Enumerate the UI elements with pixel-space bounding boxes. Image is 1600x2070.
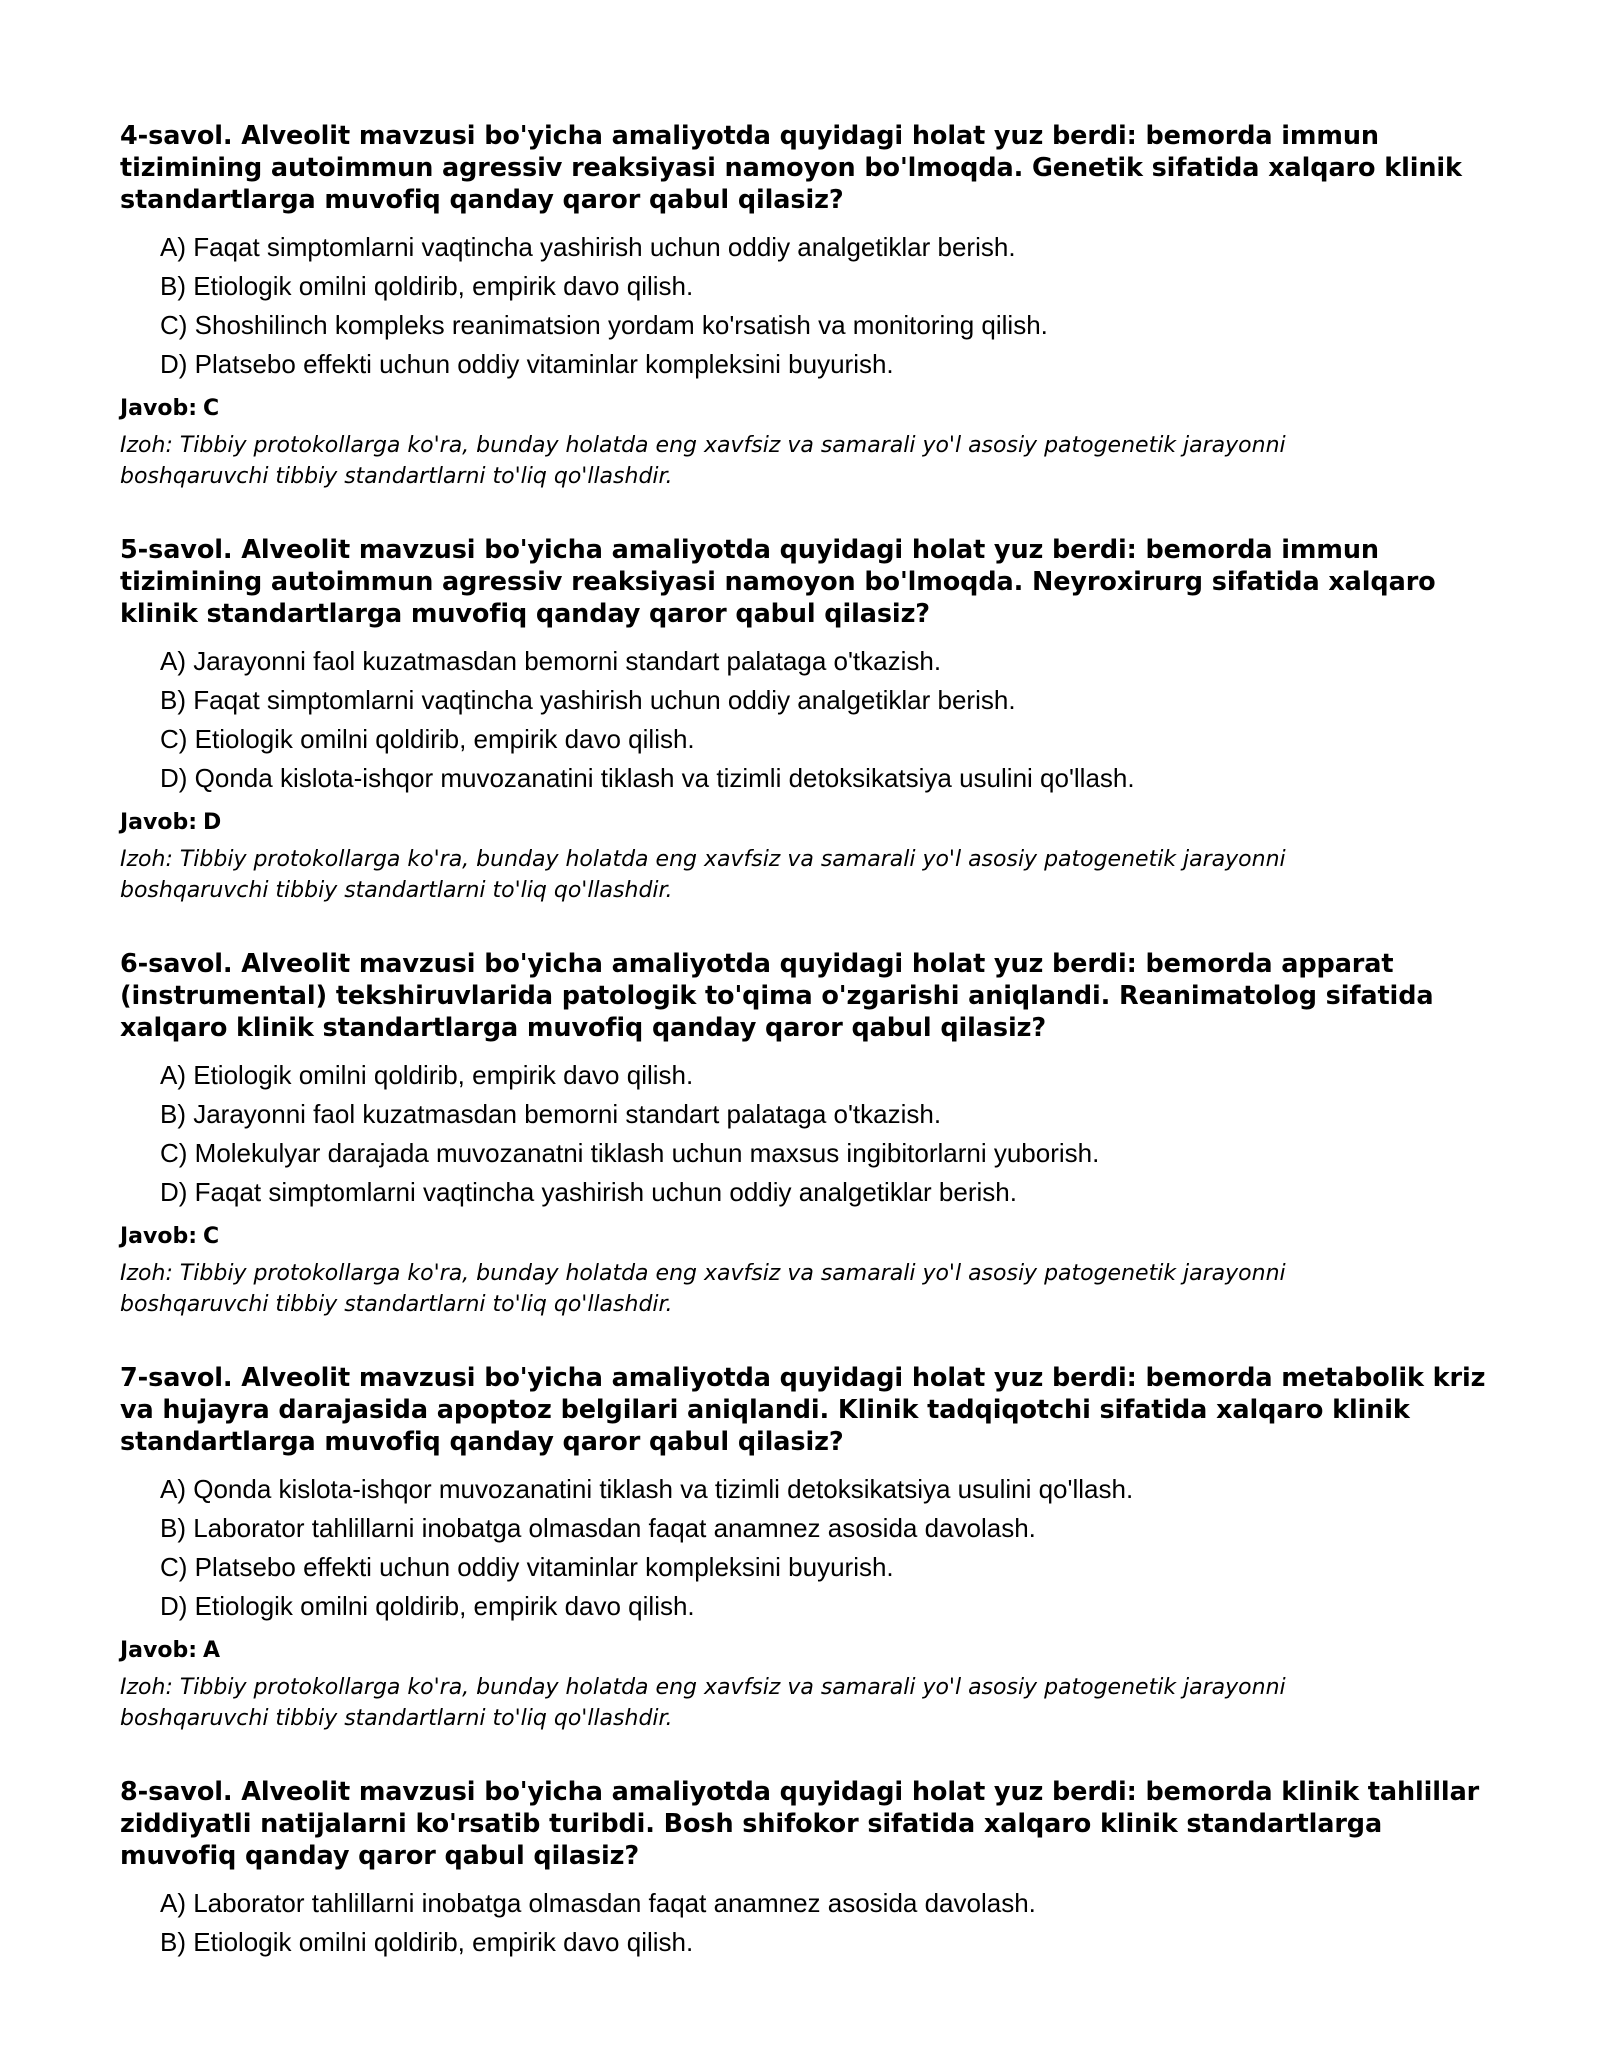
option-c: C) Etiologik omilni qoldirib, empirik davo qilish. <box>160 724 695 754</box>
option-a: A) Laborator tahlillarni inobatga olmasdan faqat anamnez asosida davolash. <box>160 1888 1036 1918</box>
explanation-note: Izoh: Tibbiy protokollarga ko'ra, bunday holatda eng xavfsiz va samarali yo'l asosiy patogenetik jarayonni boshqaruvchi tibbiy standartlarni to'liq qo'llashdir. <box>120 1675 1286 1731</box>
answer-line <box>120 394 1490 424</box>
option-a: A) Etiologik omilni qoldirib, empirik davo qilish. <box>160 1060 694 1090</box>
option-a: A) Faqat simptomlarni vaqtincha yashirish uchun oddiy analgetiklar berish. <box>160 232 1016 262</box>
option-d: D) Platsebo effekti uchun oddiy vitaminlar kompleksini buyurish. <box>160 349 894 379</box>
answer-value: C <box>203 1224 220 1249</box>
options-list <box>120 1884 1490 1962</box>
question-block <box>120 1362 1490 1734</box>
options-list <box>120 642 1490 798</box>
option-d: D) Etiologik omilni qoldirib, empirik davo qilish. <box>160 1591 695 1621</box>
question-text: 8-savol. Alveolit mavzusi bo'yicha amaliyotda quyidagi holat yuz berdi: bemorda klinik tahlillar ziddiyatli natijalarni ko'rsatib turibdi. Bosh shifokor sifatida xalqaro klinik standartlarga muvofiq qanday qaror qabul qilasiz? <box>120 1777 1480 1871</box>
question-text: 4-savol. Alveolit mavzusi bo'yicha amaliyotda quyidagi holat yuz berdi: bemorda immun tizimining autoimmun agressiv reaksiyasi namoyon bo'lmoqda. Genetik sifatida xalqaro klinik standartlarga muvofiq qanday qaror qabul qilasiz? <box>120 121 1462 215</box>
answer-value: A <box>203 1638 221 1663</box>
answer-value: C <box>203 396 220 421</box>
option-d: D) Faqat simptomlarni vaqtincha yashirish uchun oddiy analgetiklar berish. <box>160 1177 1017 1207</box>
options-list <box>120 228 1490 384</box>
document-page <box>120 120 1490 2004</box>
option-d: D) Qonda kislota-ishqor muvozanatini tiklash va tizimli detoksikatsiya usulini qo'llash. <box>160 763 1135 793</box>
answer-label: Javob: <box>120 396 198 421</box>
answer-line <box>120 1636 1490 1666</box>
question-block <box>120 120 1490 492</box>
answer-line <box>120 1222 1490 1252</box>
option-c: C) Molekulyar darajada muvozanatni tiklash uchun maxsus ingibitorlarni yuborish. <box>160 1138 1100 1168</box>
option-b: B) Etiologik omilni qoldirib, empirik davo qilish. <box>160 1927 694 1957</box>
explanation-note: Izoh: Tibbiy protokollarga ko'ra, bunday holatda eng xavfsiz va samarali yo'l asosiy patogenetik jarayonni boshqaruvchi tibbiy standartlarni to'liq qo'llashdir. <box>120 847 1286 903</box>
question-block <box>120 948 1490 1320</box>
question-text: 7-savol. Alveolit mavzusi bo'yicha amaliyotda quyidagi holat yuz berdi: bemorda metabolik kriz va hujayra darajasida apoptoz belgilari aniqlandi. Klinik tadqiqotchi sifatida xalqaro klinik standartlarga muvofiq qanday qaror qabul qilasiz? <box>120 1363 1486 1457</box>
answer-label: Javob: <box>120 1224 198 1249</box>
answer-label: Javob: <box>120 1638 198 1663</box>
options-list <box>120 1056 1490 1212</box>
answer-label: Javob: <box>120 810 198 835</box>
question-text: 6-savol. Alveolit mavzusi bo'yicha amaliyotda quyidagi holat yuz berdi: bemorda apparat (instrumental) tekshiruvlarida patologik to'qima o'zgarishi aniqlandi. Reanimatolog sifatida xalqaro klinik standartlarga muvofiq qanday qaror qabul qilasiz? <box>120 949 1434 1043</box>
option-b: B) Jarayonni faol kuzatmasdan bemorni standart palataga o'tkazish. <box>160 1099 942 1129</box>
answer-value: D <box>203 810 222 835</box>
option-b: B) Faqat simptomlarni vaqtincha yashirish uchun oddiy analgetiklar berish. <box>160 685 1016 715</box>
explanation-note: Izoh: Tibbiy protokollarga ko'ra, bunday holatda eng xavfsiz va samarali yo'l asosiy patogenetik jarayonni boshqaruvchi tibbiy standartlarni to'liq qo'llashdir. <box>120 1261 1286 1317</box>
explanation-note: Izoh: Tibbiy protokollarga ko'ra, bunday holatda eng xavfsiz va samarali yo'l asosiy patogenetik jarayonni boshqaruvchi tibbiy standartlarni to'liq qo'llashdir. <box>120 433 1286 489</box>
question-block <box>120 1776 1490 1962</box>
option-c: C) Shoshilinch kompleks reanimatsion yordam ko'rsatish va monitoring qilish. <box>160 310 1048 340</box>
question-block <box>120 534 1490 906</box>
option-a: A) Jarayonni faol kuzatmasdan bemorni standart palataga o'tkazish. <box>160 646 942 676</box>
question-text: 5-savol. Alveolit mavzusi bo'yicha amaliyotda quyidagi holat yuz berdi: bemorda immun tizimining autoimmun agressiv reaksiyasi namoyon bo'lmoqda. Neyroxirurg sifatida xalqaro klinik standartlarga muvofiq qanday qaror qabul qilasiz? <box>120 535 1436 629</box>
option-c: C) Platsebo effekti uchun oddiy vitaminlar kompleksini buyurish. <box>160 1552 894 1582</box>
answer-line <box>120 808 1490 838</box>
options-list <box>120 1470 1490 1626</box>
option-a: A) Qonda kislota-ishqor muvozanatini tiklash va tizimli detoksikatsiya usulini qo'llash. <box>160 1474 1134 1504</box>
option-b: B) Etiologik omilni qoldirib, empirik davo qilish. <box>160 271 694 301</box>
option-b: B) Laborator tahlillarni inobatga olmasdan faqat anamnez asosida davolash. <box>160 1513 1036 1543</box>
